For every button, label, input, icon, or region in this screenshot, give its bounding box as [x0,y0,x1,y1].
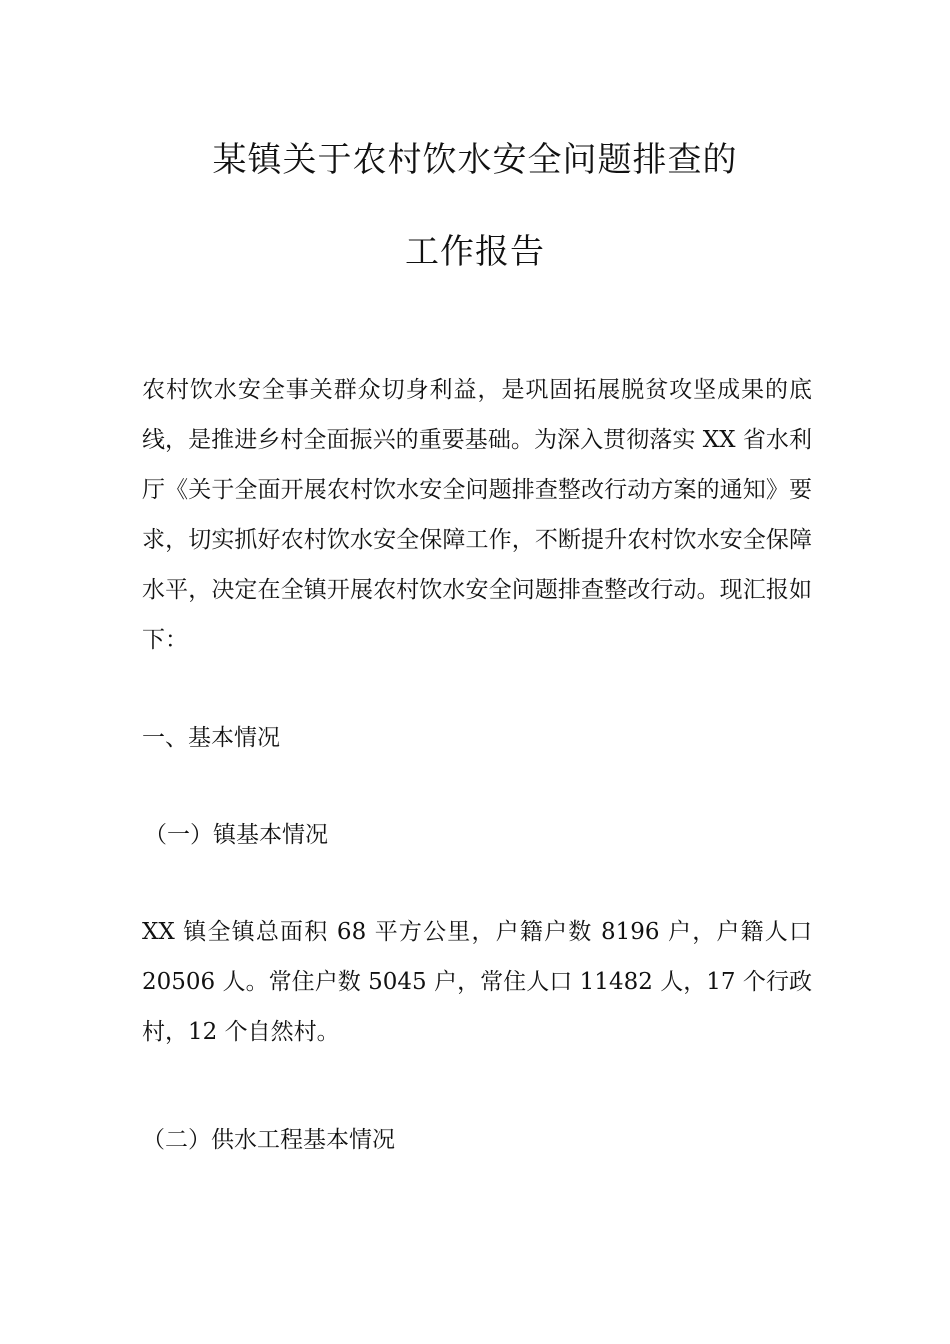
document-title-line-1: 某镇关于农村饮水安全问题排查的 [212,140,738,180]
town-overview-paragraph: XX 镇全镇总面积 68 平方公里，户籍户数 8196 户，户籍人口 20506 人。常住户数 5045 户，常住人口 11482 人，17 个行政村，12 个自然村。 [142,919,812,1045]
section-heading-basic-situation: 一、基本情况 [142,725,280,751]
intro-paragraph: 农村饮水安全事关群众切身利益，是巩固拓展脱贫攻坚成果的底线，是推进乡村全面振兴的重要基础。为深入贯彻落实 XX 省水利厅《关于全面开展农村饮水安全问题排查整改行动方案的通知》要求，切实抓好农村饮水安全保障工作，不断提升农村饮水安全保障水平，决定在全镇开展农村饮水安全问题排查整改行动。现汇报如下： [142,377,812,653]
subsection-heading-town: （一）镇基本情况 [144,822,328,848]
subsection-heading-water-supply: （二）供水工程基本情况 [142,1127,395,1153]
document-title-line-2: 工作报告 [405,232,545,272]
